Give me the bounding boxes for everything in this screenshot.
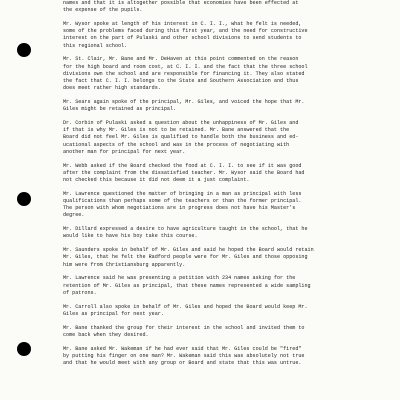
- text-line: for the high board and room cost, at C. I. I. and the fact that the three school: [63, 63, 308, 70]
- text-line: Mr. Webb asked if the Board checked the food at C. I. I. to see if it was good: [63, 162, 302, 169]
- paragraph: [63, 275, 395, 297]
- text-line: The person with whom negotiations are in progress does not have his Master's: [63, 205, 296, 212]
- paragraph: [63, 21, 395, 50]
- text-line: Mr. Sears again spoke of the principal, Mr. Giles, and voiced the hope that Mr.: [63, 99, 305, 106]
- text-line: by putting his finger on one man? Mr. Wakeman said this was absolutely not true: [63, 352, 305, 359]
- paragraph: [63, 346, 395, 368]
- text-line: Mr. Bane thanked the group for their interest in the school and invited them to: [63, 324, 305, 331]
- text-line: retention of Mr. Giles as principal, that these names represented a wide sampling: [63, 282, 311, 289]
- text-line: some of the problems faced during this first year, and the need for constructive: [63, 28, 308, 35]
- paragraph: [63, 56, 395, 92]
- text-line: ucational aspects of the school and was in the process of negotiating with: [63, 141, 290, 148]
- paragraph: [63, 0, 395, 14]
- text-line: the expense of the pupils.: [63, 7, 143, 14]
- binder-hole-bottom: [17, 342, 31, 356]
- paragraph: [63, 99, 395, 113]
- text-line: him were from Christiansburg apparently.: [63, 261, 186, 268]
- paragraph: [63, 120, 395, 156]
- paragraph: [63, 247, 395, 269]
- paragraph: [63, 191, 395, 220]
- text-line: come back when they desired.: [63, 331, 149, 338]
- text-line: Board did not feel Mr. Giles is qualified to handle both the business and ed-: [63, 134, 299, 141]
- binder-hole-middle: [17, 192, 31, 206]
- text-line: another man for principal for next year.: [63, 148, 186, 155]
- text-line: interest on the part of Pulaski and other school divisions to send students to: [63, 35, 302, 42]
- text-line: divisions own the school and are responsible for financing it. They also stated: [63, 70, 305, 77]
- text-line: Giles might be retained as principal.: [63, 106, 177, 113]
- text-line: if that is why Mr. Giles is not to be retained. Mr. Bane answered that the: [63, 127, 290, 134]
- text-line: Mr. Bane asked Mr. Wakeman if he had ever said that Mr. Giles could be "fired": [63, 345, 302, 352]
- paragraph: [63, 163, 395, 185]
- text-line: does meet rather high standards.: [63, 85, 161, 92]
- paragraph: [63, 304, 395, 318]
- text-line: Mr. Lawrence questioned the matter of bringing in a man as principal with less: [63, 190, 302, 197]
- text-line: Giles as principal for next year.: [63, 310, 164, 317]
- text-line: would like to have his boy take this course.: [63, 233, 198, 240]
- text-line: Mr. Wysor spoke at length of his interest in C. I. I., what he felt is needed,: [63, 21, 302, 27]
- text-line: Mr. Dillard expressed a desire to have agriculture taught in the school, that he: [63, 226, 308, 233]
- text-line: degree.: [63, 212, 85, 219]
- paragraph: [63, 325, 395, 339]
- text-line: Mr. Carroll also spoke in behalf of Mr. Giles and hoped the Board would keep Mr.: [63, 303, 308, 310]
- text-line: Mr. St. Clair, Mr. Bane and Mr. DeHaven at this point commented on the reason: [63, 56, 299, 63]
- text-line: Mr. Lawrence said he was presenting a petition with 234 names asking for the: [63, 275, 296, 282]
- text-line: and that he would meet with any group or Board and state that this was untrue.: [63, 360, 302, 367]
- text-line: of patrons.: [63, 289, 97, 296]
- text-line: Mr. Giles, that he felt the Radford people were for Mr. Giles and those opposing: [63, 254, 308, 261]
- text-line: after the complaint from the dissatisfied teacher. Mr. Wysor said the Board had: [63, 169, 305, 176]
- document-body: [63, 0, 395, 374]
- text-line: qualifications than perhaps some of the teachers or than the former principal.: [63, 198, 302, 205]
- text-line: the fact that C. I. I. belongs to the State and Southern Association and thus: [63, 78, 299, 85]
- text-line: Mr. Saunders spoke in behalf of Mr. Giles and said he hoped the Board would retain: [63, 247, 314, 254]
- text-line: names and that it is altogether possible that economies have been effected at: [63, 0, 299, 6]
- binder-hole-top: [17, 43, 31, 57]
- text-line: this regional school.: [63, 42, 128, 49]
- text-line: not checked this because it did not deem it a just complaint.: [63, 177, 250, 184]
- text-line: Dr. Corbin of Pulaski asked a question about the unhappiness of Mr. Giles and: [63, 120, 299, 127]
- paragraph: [63, 226, 395, 240]
